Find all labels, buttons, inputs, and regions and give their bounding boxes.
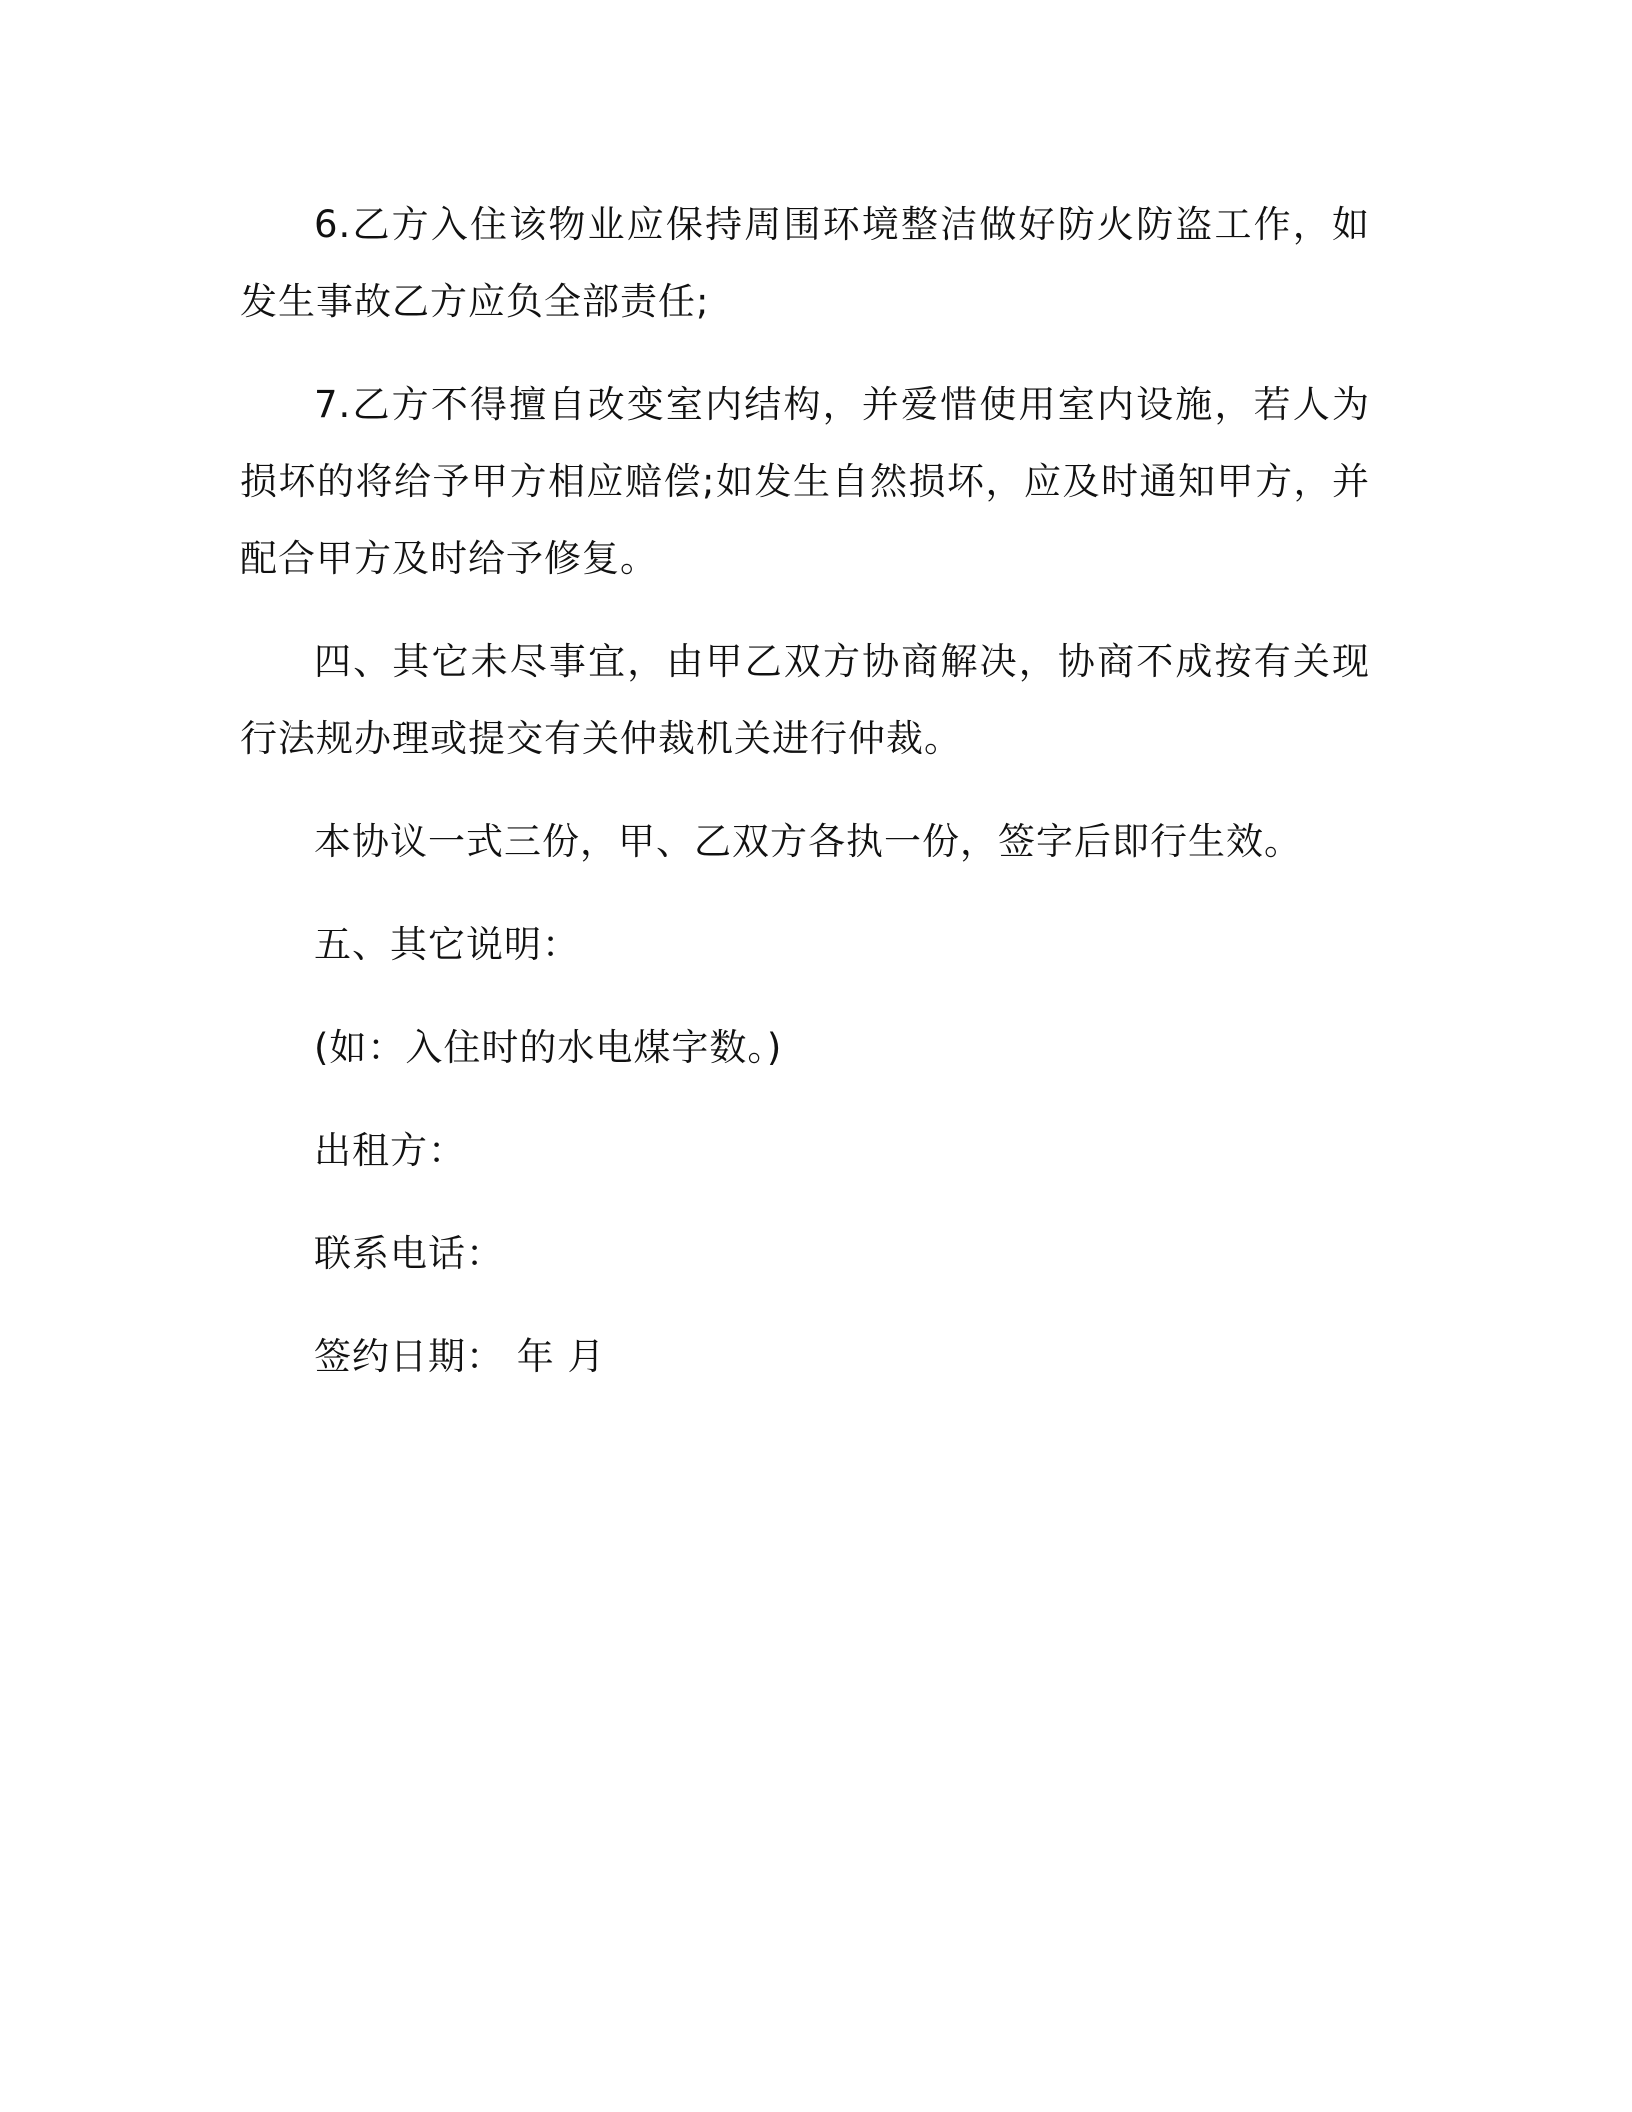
section-5-example-note: (如：入住时的水电煤字数。) [314, 1026, 783, 1069]
section-4-other-matters: 四、其它未尽事宜，由甲乙双方协商解决，协商不成按有关现行法规办理或提交有关仲裁机关进行仲裁。 [240, 640, 1370, 760]
phone-field: 联系电话： [314, 1232, 504, 1275]
clause-7: 7.乙方不得擅自改变室内结构，并爱惜使用室内设施，若人为损坏的将给予甲方相应赔偿;如发生自然损坏，应及时通知甲方，并配合甲方及时给予修复。 [240, 383, 1370, 580]
document-body [240, 186, 1370, 1421]
agreement-copies-statement: 本协议一式三份，甲、乙双方各执一份，签字后即行生效。 [314, 820, 1302, 863]
signing-date-field: 签约日期： 年 月 [314, 1335, 606, 1378]
section-5-heading: 五、其它说明： [314, 923, 580, 966]
lessor-field: 出租方： [314, 1129, 466, 1172]
clause-6: 6.乙方入住该物业应保持周围环境整洁做好防火防盗工作，如发生事故乙方应负全部责任; [240, 203, 1370, 323]
